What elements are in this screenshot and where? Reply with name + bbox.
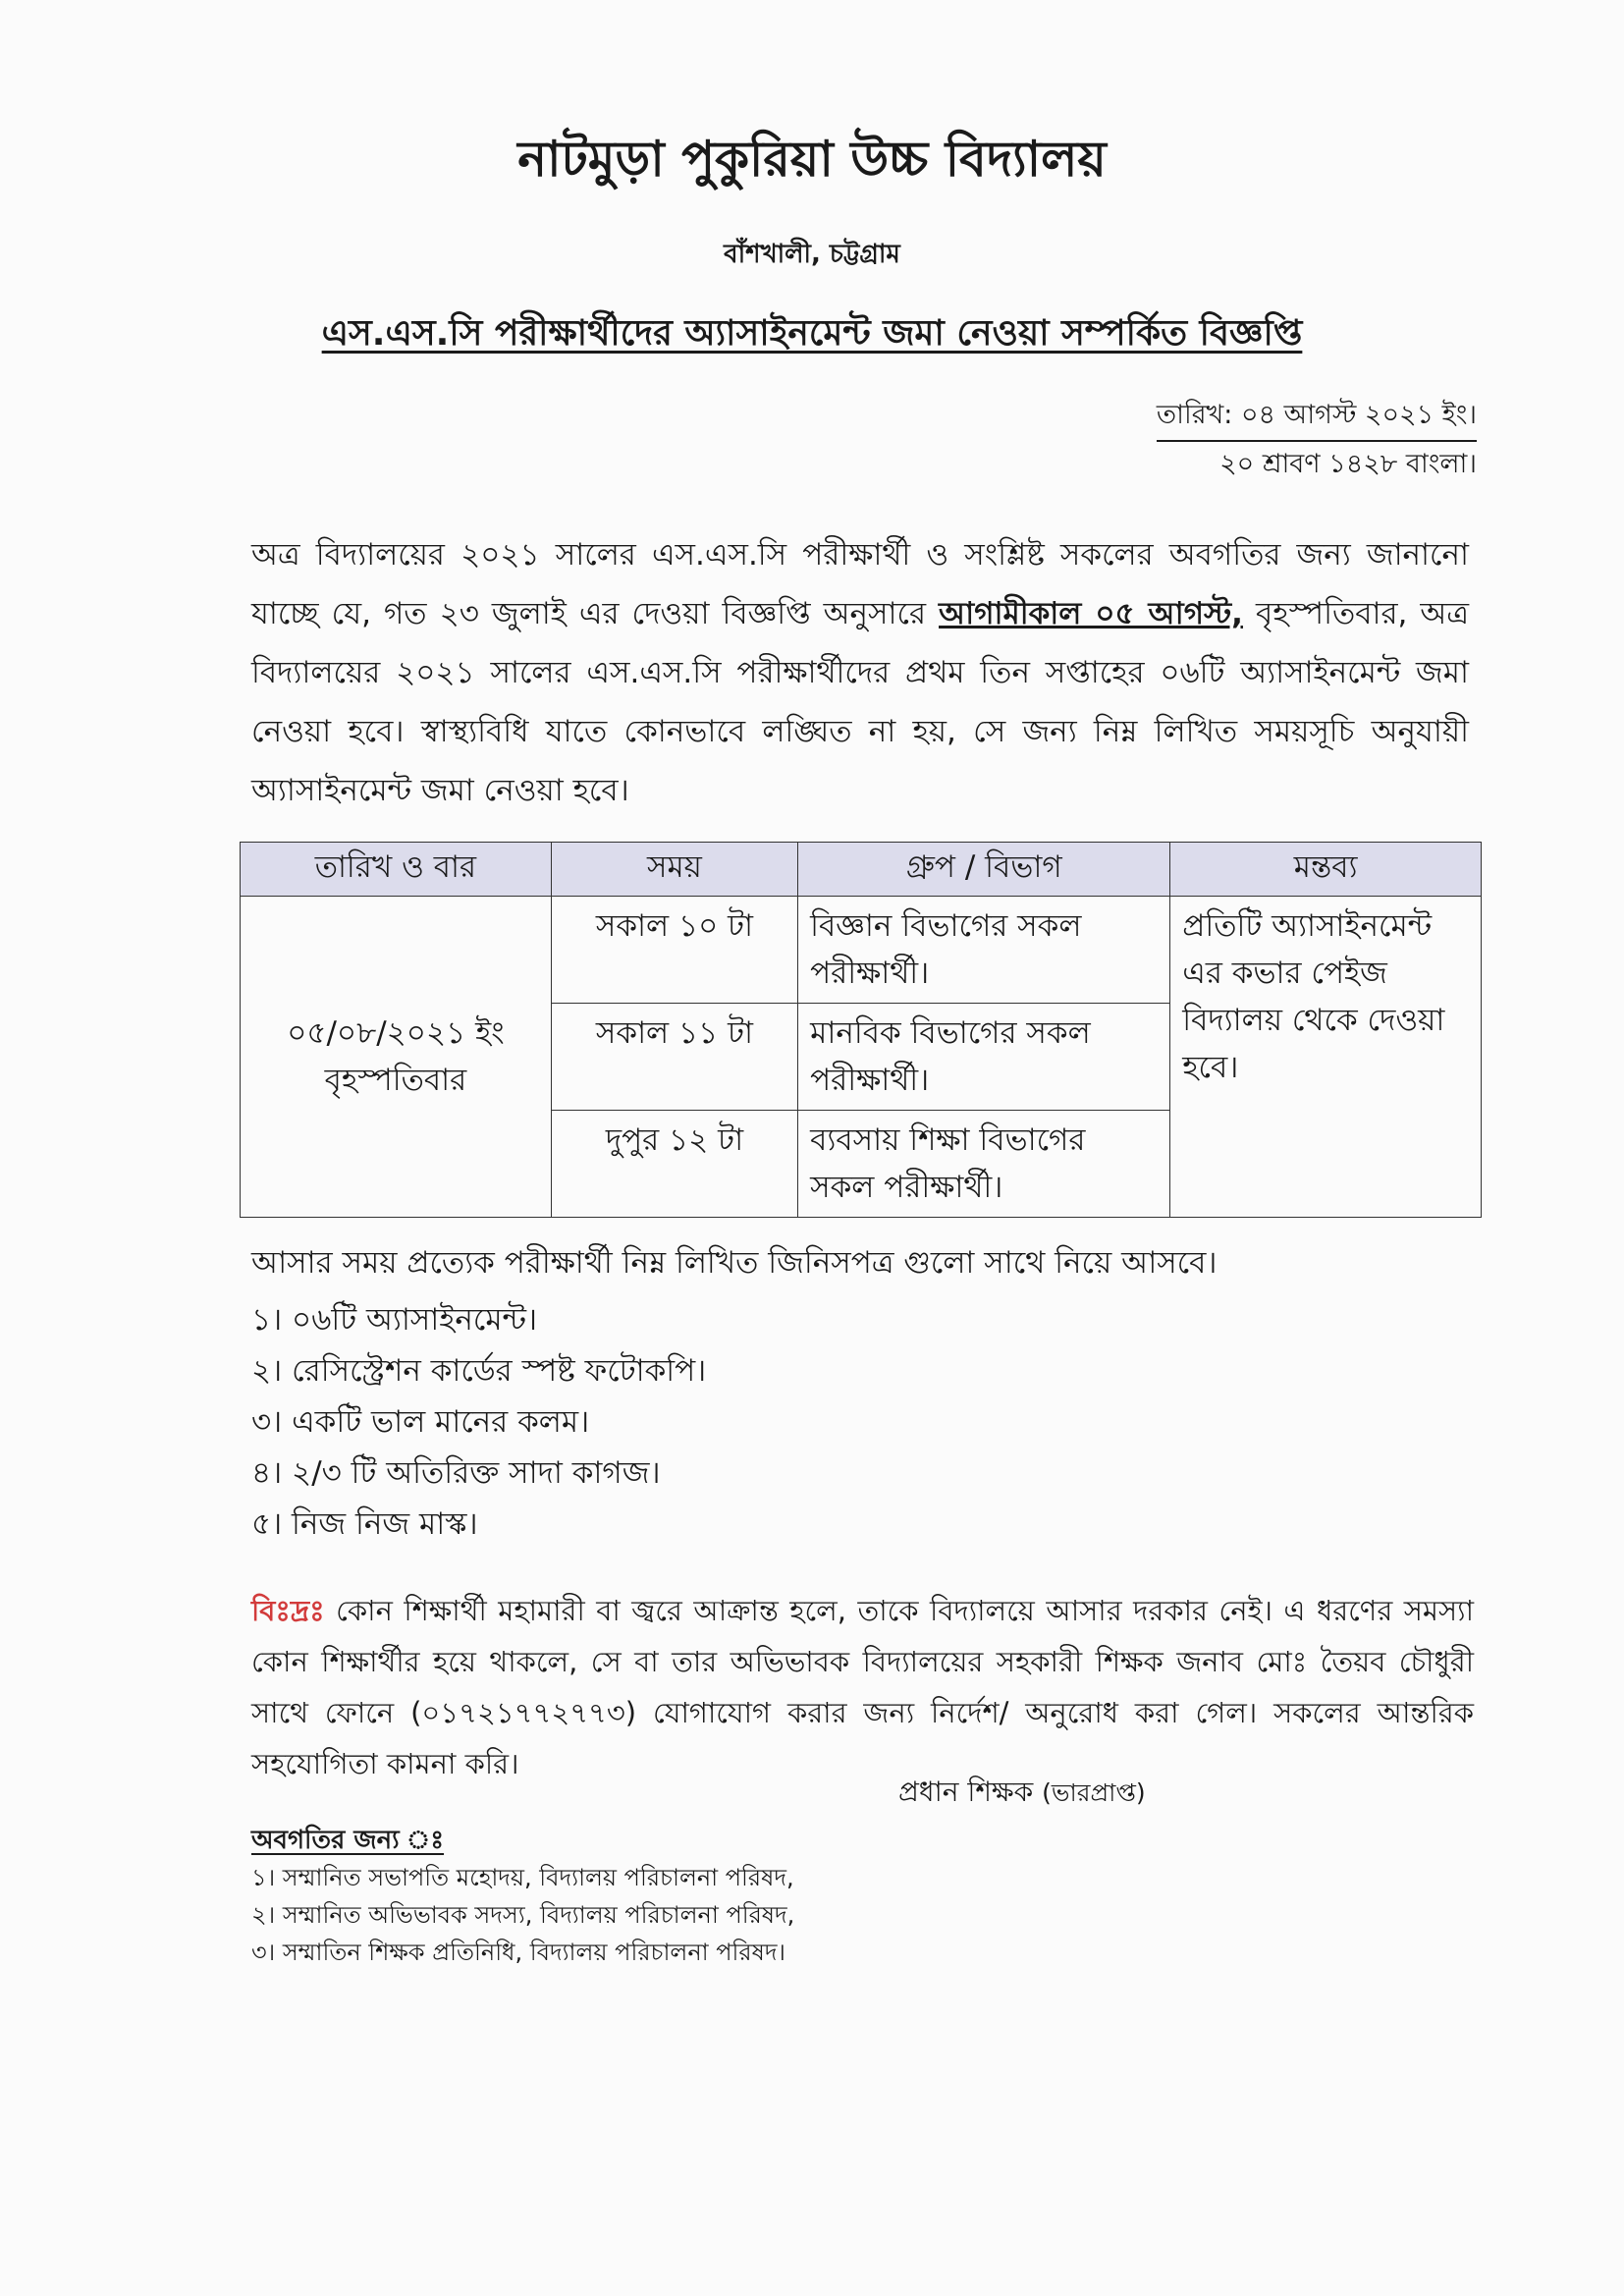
list-item: ২। সম্মানিত অভিভাবক সদস্য, বিদ্যালয় পরিচালনা পরিষদ, [251,1901,795,1929]
body-highlight-date: আগামীকাল ০৫ আগস্ট, [939,596,1243,631]
list-item: ৩। সম্মাতিন শিক্ষক প্রতিনিধি, বিদ্যালয় পরিচালনা পরিষদ। [251,1939,786,1966]
note-text: কোন শিক্ষার্থী মহামারী বা জ্বরে আক্রান্ত হলে, তাকে বিদ্যালয়ে আসার দরকার নেই। এ ধরণের সমস্যা কোন শিক্ষার্থীর হয়ে থাকলে, সে বা তার অভিভাবক বিদ্যালয়ের সহকারী শিক্ষক জনাব মোঃ তৈয়ব চৌধুরী সাথে ফোনে (০১৭২১৭৭২৭৭৩) যোগাযোগ করার জন্য নির্দেশ/ অনুরোধ করা গেল। সকলের আন্তরিক সহযোগিতা কামনা করি। [251,1594,1474,1780]
date-block [1157,393,1477,487]
school-name: নাটমুড়া পুকুরিয়া উচ্চ বিদ্যালয় [517,131,1107,188]
table-header-row [241,843,1482,897]
group-cell: বিজ্ঞান বিভাগের সকল পরীক্ষার্থী। [798,897,1170,1004]
table-row [241,897,1482,1004]
remark-cell: প্রতিটি অ্যাসাইনমেন্ট এর কভার পেইজ বিদ্যালয় থেকে দেওয়া হবে। [1170,897,1482,1218]
time-cell: সকাল ১১ টা [551,1004,797,1111]
signature-title: প্রধান শিক্ষক [898,1776,1034,1808]
list-item: ১। সম্মানিত সভাপতি মহোদয়, বিদ্যালয় পরিচালনা পরিষদ, [251,1864,794,1891]
notice-title [0,306,1624,365]
date-english: তারিখ: ০৪ আগস্ট ২০২১ ইং। [1157,393,1477,442]
list-item: ১। ০৬টি অ্যাসাইনমেন্ট। [251,1302,538,1338]
time-cell: দুপুর ১২ টা [551,1111,797,1218]
schedule-table [240,842,1482,1218]
header-remark: মন্তব্য [1170,843,1482,897]
header-time: সময় [551,843,797,897]
list-item: ২। রেসিস্ট্রেশন কার্ডের স্পষ্ট ফটোকপি। [251,1353,707,1389]
group-cell: ব্যবসায় শিক্ষা বিভাগের সকল পরীক্ষার্থী। [798,1111,1170,1218]
cc-list [251,1859,794,1971]
special-note [251,1585,1474,1789]
list-item: ৩। একটি ভাল মানের কলম। [251,1404,590,1440]
note-label: বিঃদ্রঃ [251,1594,325,1627]
items-intro: আসার সময় প্রত্যেক পরীক্ষার্থী নিম্ন লিখিত জিনিসপত্র গুলো সাথে নিয়ে আসবে। [251,1245,1218,1281]
date-bangla: ২০ শ্রাবণ ১৪২৮ বাংলা। [1219,449,1477,479]
signature-block [898,1771,1146,1817]
notice-body [251,525,1469,820]
header-date-day: তারিখ ও বার [241,843,552,897]
schedule-date-cell [241,897,552,1218]
group-cell: মানবিক বিভাগের সকল পরীক্ষার্থী। [798,1004,1170,1111]
list-item: ৪। ২/৩ টি অতিরিক্ত সাদা কাগজ। [251,1455,661,1491]
signature-sub: (ভারপ্রাপ্ত) [1042,1778,1146,1807]
list-item: ৫। নিজ নিজ মাস্ক। [251,1506,478,1542]
required-items-list [251,1294,706,1550]
body-text-part2: বৃহস্পতিবার, অত্র বিদ্যালয়ের ২০২১ সালের এস.এস.সি পরীক্ষার্থীদের প্রথম তিন সপ্তাহের ০৬টি অ্যাসাইনমেন্ট জমা নেওয়া হবে। স্বাস্থ্যবিধি যাতে কোনভাবে লঙ্ঘিত না হয়, সে জন্য নিম্ন লিখিত সময়সূচি অনুযায়ী অ্যাসাইনমেন্ট জমা নেওয়া হবে। [251,596,1469,808]
cc-title: অবগতির জন্য ঃ [251,1826,445,1855]
notice-title-text: এস.এস.সি পরীক্ষার্থীদের অ্যাসাইনমেন্ট জমা নেওয়া সম্পর্কিত বিজ্ঞপ্তি [321,313,1303,354]
header-group: গ্রুপ / বিভাগ [798,843,1170,897]
schedule-date: ০৫/০৮/২০২১ ইং [287,1015,505,1051]
school-location: বাঁশখালী, চট্টগ্রাম [724,240,900,269]
schedule-day: বৃহস্পতিবার [324,1063,467,1098]
body-text-part1: অত্র বিদ্যালয়ের ২০২১ সালের এস.এস.সি পরীক্ষার্থী ও সংশ্লিষ্ট সকলের অবগতির জন্য জানানো যাচ্ছে যে, গত ২৩ জুলাই এর দেওয়া বিজ্ঞপ্তি অনুসারে [251,537,1469,631]
time-cell: সকাল ১০ টা [551,897,797,1004]
